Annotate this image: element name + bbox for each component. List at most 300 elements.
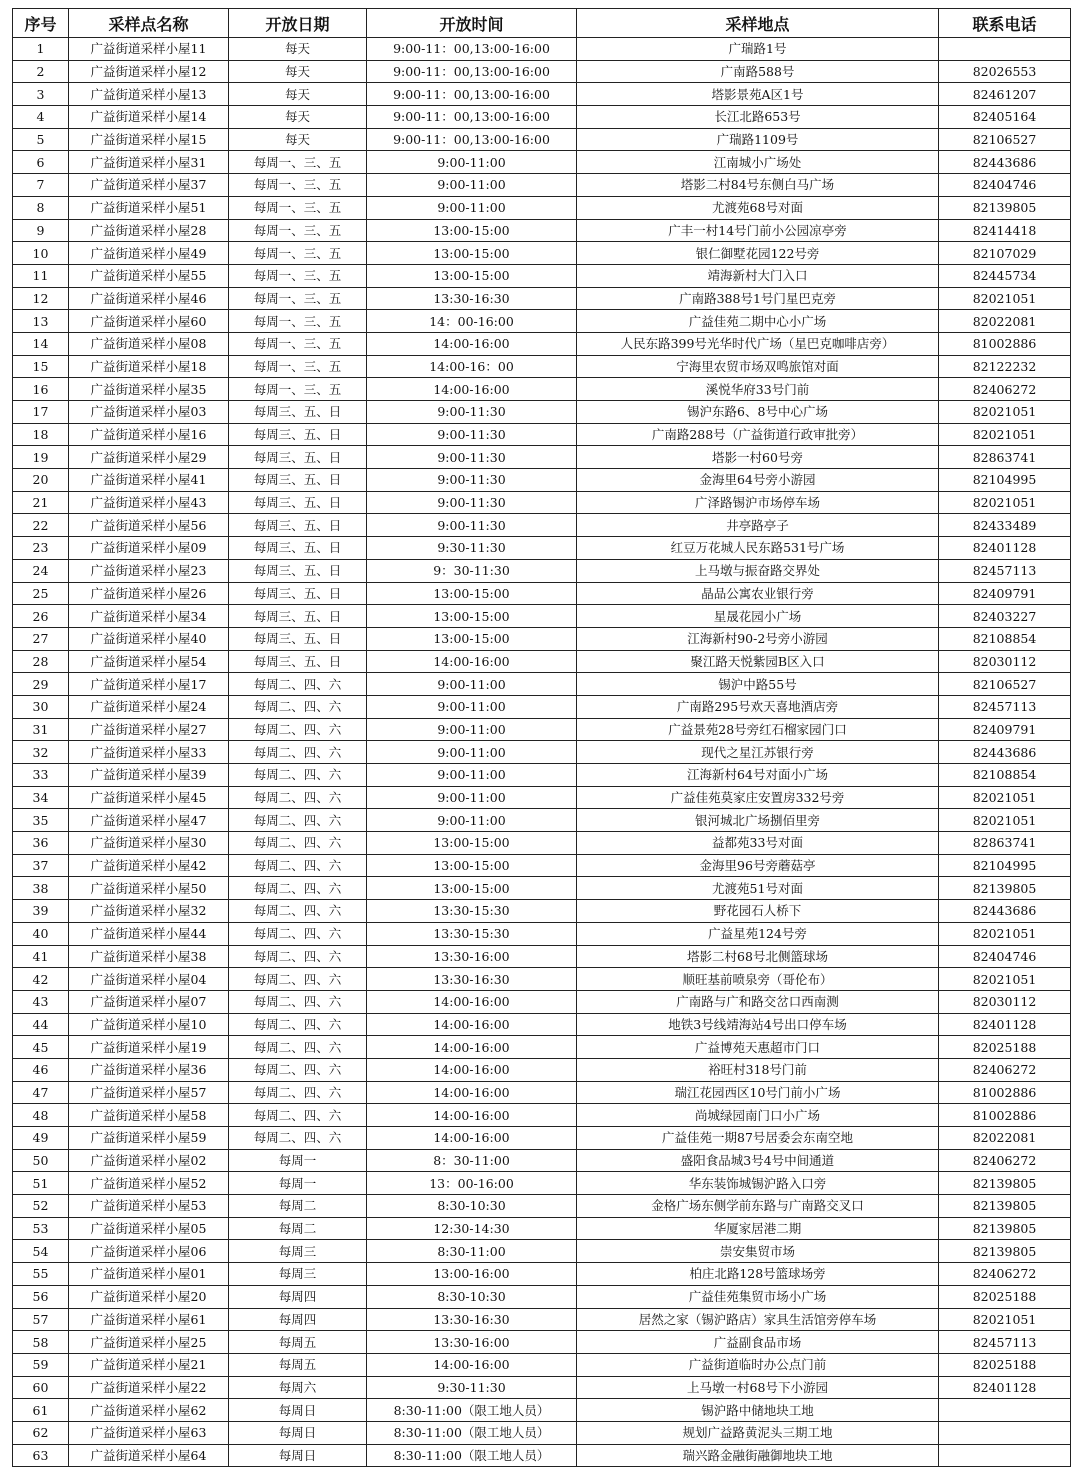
table-row (13, 922, 1071, 945)
cell-open-days: 每周三、五、日 (229, 423, 367, 446)
table-row (13, 514, 1071, 537)
cell-index: 2 (13, 60, 69, 83)
table-row (13, 1127, 1071, 1150)
table-row (13, 106, 1071, 129)
cell-open-hours: 13:00-15:00 (367, 832, 577, 855)
cell-site-name: 广益街道采样小屋61 (69, 1308, 229, 1331)
cell-open-hours: 9:00-11:00 (367, 718, 577, 741)
cell-index: 42 (13, 968, 69, 991)
cell-open-hours: 9:00-11:30 (367, 446, 577, 469)
cell-open-hours: 13:00-16:00 (367, 1263, 577, 1286)
cell-index: 39 (13, 900, 69, 923)
cell-site-name: 广益街道采样小屋45 (69, 786, 229, 809)
cell-open-days: 每周二、四、六 (229, 922, 367, 945)
cell-index: 33 (13, 764, 69, 787)
table-row (13, 627, 1071, 650)
cell-open-hours: 8:30-10:30 (367, 1285, 577, 1308)
cell-phone: 82022081 (939, 310, 1071, 333)
cell-site-name: 广益街道采样小屋63 (69, 1421, 229, 1444)
table-row (13, 786, 1071, 809)
cell-site-name: 广益街道采样小屋27 (69, 718, 229, 741)
table-row (13, 491, 1071, 514)
cell-phone (939, 1421, 1071, 1444)
cell-site-name: 广益街道采样小屋64 (69, 1444, 229, 1467)
table-row (13, 1444, 1071, 1467)
cell-open-hours: 13:00-15:00 (367, 582, 577, 605)
cell-open-hours: 9:00-11:00 (367, 764, 577, 787)
cell-phone: 82021051 (939, 423, 1071, 446)
cell-index: 38 (13, 877, 69, 900)
cell-phone: 82122232 (939, 355, 1071, 378)
table-row (13, 809, 1071, 832)
cell-site-name: 广益街道采样小屋18 (69, 355, 229, 378)
cell-phone: 82405164 (939, 106, 1071, 129)
cell-index: 27 (13, 627, 69, 650)
cell-open-days: 每周二、四、六 (229, 877, 367, 900)
cell-phone: 82406272 (939, 1058, 1071, 1081)
table-row (13, 446, 1071, 469)
cell-site-name: 广益街道采样小屋36 (69, 1058, 229, 1081)
cell-open-days: 每周三、五、日 (229, 514, 367, 537)
cell-index: 21 (13, 491, 69, 514)
cell-open-hours: 9:00-11:00 (367, 786, 577, 809)
cell-location: 广益星苑124号旁 (577, 922, 939, 945)
cell-phone: 82406272 (939, 1263, 1071, 1286)
table-body (13, 38, 1071, 1467)
cell-open-hours: 13:00-15:00 (367, 219, 577, 242)
cell-site-name: 广益街道采样小屋34 (69, 605, 229, 628)
cell-open-hours: 9:00-11:00 (367, 196, 577, 219)
cell-open-hours: 14:00-16:00 (367, 1127, 577, 1150)
table-row (13, 900, 1071, 923)
cell-site-name: 广益街道采样小屋52 (69, 1172, 229, 1195)
cell-site-name: 广益街道采样小屋49 (69, 242, 229, 265)
table-row (13, 128, 1071, 151)
cell-open-hours: 8:30-10:30 (367, 1195, 577, 1218)
sampling-schedule-table (12, 8, 1071, 1467)
cell-site-name: 广益街道采样小屋42 (69, 854, 229, 877)
cell-open-days: 每周一、三、五 (229, 219, 367, 242)
cell-open-hours: 13:00-15:00 (367, 264, 577, 287)
cell-index: 43 (13, 990, 69, 1013)
cell-open-days: 每周一 (229, 1172, 367, 1195)
table-row (13, 1331, 1071, 1354)
cell-open-hours: 13:30-16:30 (367, 968, 577, 991)
cell-location: 尚城绿园南门口小广场 (577, 1104, 939, 1127)
cell-open-hours: 9:00-11：00,13:00-16:00 (367, 83, 577, 106)
cell-phone (939, 38, 1071, 61)
table-row (13, 83, 1071, 106)
cell-phone: 82025188 (939, 1353, 1071, 1376)
cell-open-hours: 14:00-16:00 (367, 650, 577, 673)
cell-open-days: 每周二、四、六 (229, 832, 367, 855)
cell-phone: 82139805 (939, 1195, 1071, 1218)
cell-phone: 82863741 (939, 832, 1071, 855)
cell-location: 晶品公寓农业银行旁 (577, 582, 939, 605)
cell-phone: 82030112 (939, 650, 1071, 673)
cell-site-name: 广益街道采样小屋44 (69, 922, 229, 945)
cell-index: 11 (13, 264, 69, 287)
cell-site-name: 广益街道采样小屋13 (69, 83, 229, 106)
cell-open-days: 每周二、四、六 (229, 900, 367, 923)
cell-index: 62 (13, 1421, 69, 1444)
cell-location: 广瑞路1109号 (577, 128, 939, 151)
cell-phone: 82106527 (939, 673, 1071, 696)
cell-open-hours: 9:00-11:00 (367, 673, 577, 696)
cell-site-name: 广益街道采样小屋41 (69, 469, 229, 492)
cell-site-name: 广益街道采样小屋31 (69, 151, 229, 174)
table-row (13, 605, 1071, 628)
cell-open-hours: 14:00-16:00 (367, 378, 577, 401)
cell-index: 26 (13, 605, 69, 628)
cell-index: 53 (13, 1217, 69, 1240)
cell-location: 井亭路亭子 (577, 514, 939, 537)
cell-open-hours: 13:00-15:00 (367, 854, 577, 877)
cell-site-name: 广益街道采样小屋26 (69, 582, 229, 605)
cell-location: 裕旺村318号门前 (577, 1058, 939, 1081)
cell-site-name: 广益街道采样小屋46 (69, 287, 229, 310)
cell-phone: 82139805 (939, 196, 1071, 219)
cell-site-name: 广益街道采样小屋37 (69, 174, 229, 197)
cell-site-name: 广益街道采样小屋01 (69, 1263, 229, 1286)
cell-open-days: 每天 (229, 83, 367, 106)
cell-open-hours: 8:30-11:00（限工地人员） (367, 1399, 577, 1422)
table-row (13, 582, 1071, 605)
cell-index: 10 (13, 242, 69, 265)
cell-open-hours: 9:00-11:00 (367, 151, 577, 174)
cell-index: 58 (13, 1331, 69, 1354)
cell-index: 23 (13, 537, 69, 560)
cell-location: 溪悦华府33号门前 (577, 378, 939, 401)
cell-phone: 82443686 (939, 900, 1071, 923)
cell-location: 广益佳苑二期中心小广场 (577, 310, 939, 333)
cell-index: 35 (13, 809, 69, 832)
cell-index: 60 (13, 1376, 69, 1399)
cell-open-hours: 9:00-11:30 (367, 491, 577, 514)
cell-site-name: 广益街道采样小屋57 (69, 1081, 229, 1104)
table-row (13, 1172, 1071, 1195)
cell-open-days: 每周三、五、日 (229, 469, 367, 492)
cell-site-name: 广益街道采样小屋54 (69, 650, 229, 673)
cell-phone: 82414418 (939, 219, 1071, 242)
cell-index: 8 (13, 196, 69, 219)
cell-open-hours: 14:00-16:00 (367, 1104, 577, 1127)
cell-location: 靖海新村大门入口 (577, 264, 939, 287)
cell-phone: 82457113 (939, 1331, 1071, 1354)
table-row (13, 1081, 1071, 1104)
cell-open-hours: 13:30-16:30 (367, 287, 577, 310)
header-site-name: 采样点名称 (69, 9, 229, 38)
cell-open-days: 每周二、四、六 (229, 1104, 367, 1127)
cell-phone: 82404746 (939, 174, 1071, 197)
cell-index: 1 (13, 38, 69, 61)
cell-open-hours: 14:00-16:00 (367, 1353, 577, 1376)
table-row (13, 287, 1071, 310)
table-row (13, 332, 1071, 355)
cell-open-days: 每周五 (229, 1353, 367, 1376)
table-row (13, 1104, 1071, 1127)
cell-open-days: 每周三、五、日 (229, 582, 367, 605)
cell-site-name: 广益街道采样小屋14 (69, 106, 229, 129)
cell-site-name: 广益街道采样小屋30 (69, 832, 229, 855)
cell-phone: 81002886 (939, 1081, 1071, 1104)
cell-phone: 82108854 (939, 627, 1071, 650)
cell-site-name: 广益街道采样小屋15 (69, 128, 229, 151)
cell-phone: 82139805 (939, 1217, 1071, 1240)
cell-phone: 82409791 (939, 718, 1071, 741)
cell-open-days: 每周三、五、日 (229, 650, 367, 673)
cell-location: 广益佳苑一期87号居委会东南空地 (577, 1127, 939, 1150)
table-row (13, 1376, 1071, 1399)
cell-index: 40 (13, 922, 69, 945)
table-row (13, 355, 1071, 378)
table-row (13, 1308, 1071, 1331)
table-row (13, 1421, 1071, 1444)
cell-open-hours: 13:30-15:30 (367, 922, 577, 945)
cell-site-name: 广益街道采样小屋22 (69, 1376, 229, 1399)
table-row (13, 174, 1071, 197)
cell-open-hours: 9：30-11:30 (367, 559, 577, 582)
header-open-days: 开放日期 (229, 9, 367, 38)
cell-phone (939, 1399, 1071, 1422)
cell-location: 华厦家居港二期 (577, 1217, 939, 1240)
cell-index: 19 (13, 446, 69, 469)
cell-open-days: 每周一、三、五 (229, 196, 367, 219)
cell-open-hours: 14:00-16:00 (367, 990, 577, 1013)
cell-index: 51 (13, 1172, 69, 1195)
cell-site-name: 广益街道采样小屋12 (69, 60, 229, 83)
table-row (13, 1195, 1071, 1218)
cell-location: 广益景苑28号旁红石榴家园门口 (577, 718, 939, 741)
cell-open-days: 每周一、三、五 (229, 151, 367, 174)
cell-site-name: 广益街道采样小屋03 (69, 401, 229, 424)
cell-location: 金格广场东侧学前东路与广南路交叉口 (577, 1195, 939, 1218)
table-row (13, 264, 1071, 287)
cell-open-hours: 8:30-11:00（限工地人员） (367, 1421, 577, 1444)
cell-site-name: 广益街道采样小屋38 (69, 945, 229, 968)
cell-phone: 82022081 (939, 1127, 1071, 1150)
cell-site-name: 广益街道采样小屋56 (69, 514, 229, 537)
cell-index: 16 (13, 378, 69, 401)
cell-index: 3 (13, 83, 69, 106)
cell-location: 广益博苑天惠超市门口 (577, 1036, 939, 1059)
cell-site-name: 广益街道采样小屋05 (69, 1217, 229, 1240)
cell-open-hours: 13:30-16:00 (367, 945, 577, 968)
cell-location: 地铁3号线靖海站4号出口停车场 (577, 1013, 939, 1036)
cell-phone: 82443686 (939, 741, 1071, 764)
cell-phone: 82104995 (939, 854, 1071, 877)
cell-open-hours: 9:00-11：00,13:00-16:00 (367, 128, 577, 151)
cell-open-days: 每周三、五、日 (229, 446, 367, 469)
header-open-hours: 开放时间 (367, 9, 577, 38)
cell-index: 9 (13, 219, 69, 242)
cell-open-hours: 13:30-15:30 (367, 900, 577, 923)
cell-phone: 82104995 (939, 469, 1071, 492)
cell-index: 12 (13, 287, 69, 310)
cell-open-days: 每周二、四、六 (229, 718, 367, 741)
cell-phone: 82108854 (939, 764, 1071, 787)
cell-open-days: 每周日 (229, 1399, 367, 1422)
cell-open-hours: 14：00-16:00 (367, 310, 577, 333)
cell-phone: 82409791 (939, 582, 1071, 605)
table-row (13, 310, 1071, 333)
cell-site-name: 广益街道采样小屋59 (69, 1127, 229, 1150)
cell-open-days: 每天 (229, 106, 367, 129)
cell-index: 46 (13, 1058, 69, 1081)
cell-open-hours: 12:30-14:30 (367, 1217, 577, 1240)
cell-index: 22 (13, 514, 69, 537)
cell-index: 47 (13, 1081, 69, 1104)
header-phone: 联系电话 (939, 9, 1071, 38)
table-row (13, 1353, 1071, 1376)
cell-open-days: 每周四 (229, 1308, 367, 1331)
cell-open-hours: 13:30-16:30 (367, 1308, 577, 1331)
cell-site-name: 广益街道采样小屋24 (69, 695, 229, 718)
cell-location: 锡沪路中储地块工地 (577, 1399, 939, 1422)
cell-open-hours: 9:00-11:00 (367, 809, 577, 832)
cell-index: 4 (13, 106, 69, 129)
table-row (13, 38, 1071, 61)
cell-location: 广泽路锡沪市场停车场 (577, 491, 939, 514)
cell-index: 36 (13, 832, 69, 855)
cell-location: 尤渡苑68号对面 (577, 196, 939, 219)
cell-phone: 82030112 (939, 990, 1071, 1013)
table-row (13, 219, 1071, 242)
cell-open-days: 每周二、四、六 (229, 990, 367, 1013)
table-row (13, 650, 1071, 673)
cell-phone: 82433489 (939, 514, 1071, 537)
cell-phone: 82025188 (939, 1036, 1071, 1059)
table-row (13, 764, 1071, 787)
cell-location: 广瑞路1号 (577, 38, 939, 61)
cell-index: 49 (13, 1127, 69, 1150)
cell-index: 63 (13, 1444, 69, 1467)
cell-location: 广益佳苑莫家庄安置房332号旁 (577, 786, 939, 809)
table-row (13, 1149, 1071, 1172)
cell-open-hours: 14:00-16:00 (367, 332, 577, 355)
table-row (13, 877, 1071, 900)
cell-open-days: 每周五 (229, 1331, 367, 1354)
cell-location: 宁海里农贸市场双鸣旅馆对面 (577, 355, 939, 378)
table-row (13, 196, 1071, 219)
cell-open-days: 每周二、四、六 (229, 786, 367, 809)
cell-index: 41 (13, 945, 69, 968)
cell-open-hours: 13:00-15:00 (367, 605, 577, 628)
cell-open-days: 每周三、五、日 (229, 491, 367, 514)
cell-index: 13 (13, 310, 69, 333)
table-row (13, 945, 1071, 968)
cell-location: 崇安集贸市场 (577, 1240, 939, 1263)
cell-site-name: 广益街道采样小屋28 (69, 219, 229, 242)
cell-location: 广丰一村14号门前小公园凉亭旁 (577, 219, 939, 242)
table-row (13, 378, 1071, 401)
cell-open-hours: 13:00-15:00 (367, 242, 577, 265)
cell-index: 48 (13, 1104, 69, 1127)
cell-location: 星晟花园小广场 (577, 605, 939, 628)
table-row (13, 537, 1071, 560)
cell-location: 锡沪东路6、8号中心广场 (577, 401, 939, 424)
cell-open-hours: 9:00-11:00 (367, 174, 577, 197)
cell-index: 56 (13, 1285, 69, 1308)
cell-phone: 82026553 (939, 60, 1071, 83)
cell-open-hours: 9:00-11：00,13:00-16:00 (367, 60, 577, 83)
cell-site-name: 广益街道采样小屋33 (69, 741, 229, 764)
cell-open-days: 每周日 (229, 1444, 367, 1467)
table-row (13, 559, 1071, 582)
cell-location: 塔影景苑A区1号 (577, 83, 939, 106)
cell-open-days: 每周二 (229, 1195, 367, 1218)
cell-phone: 82863741 (939, 446, 1071, 469)
cell-open-days: 每周一、三、五 (229, 264, 367, 287)
cell-open-hours: 9:00-11：00,13:00-16:00 (367, 38, 577, 61)
cell-open-hours: 9:00-11:00 (367, 695, 577, 718)
cell-open-days: 每周三、五、日 (229, 605, 367, 628)
cell-open-days: 每周日 (229, 1421, 367, 1444)
cell-site-name: 广益街道采样小屋32 (69, 900, 229, 923)
cell-location: 江南城小广场处 (577, 151, 939, 174)
cell-index: 57 (13, 1308, 69, 1331)
cell-phone: 82021051 (939, 922, 1071, 945)
cell-location: 广南路288号（广益街道行政审批旁） (577, 423, 939, 446)
header-index: 序号 (13, 9, 69, 38)
cell-phone: 81002886 (939, 1104, 1071, 1127)
cell-open-hours: 14:00-16:00 (367, 1081, 577, 1104)
cell-site-name: 广益街道采样小屋60 (69, 310, 229, 333)
cell-site-name: 广益街道采样小屋10 (69, 1013, 229, 1036)
cell-index: 28 (13, 650, 69, 673)
cell-site-name: 广益街道采样小屋55 (69, 264, 229, 287)
cell-open-hours: 9:00-11:30 (367, 423, 577, 446)
cell-open-hours: 13:00-15:00 (367, 877, 577, 900)
cell-index: 17 (13, 401, 69, 424)
cell-index: 34 (13, 786, 69, 809)
cell-site-name: 广益街道采样小屋16 (69, 423, 229, 446)
cell-open-days: 每周三、五、日 (229, 627, 367, 650)
cell-location: 塔影二村84号东侧白马广场 (577, 174, 939, 197)
table-row (13, 469, 1071, 492)
cell-phone: 82139805 (939, 877, 1071, 900)
cell-site-name: 广益街道采样小屋19 (69, 1036, 229, 1059)
cell-site-name: 广益街道采样小屋09 (69, 537, 229, 560)
cell-site-name: 广益街道采样小屋25 (69, 1331, 229, 1354)
table-row (13, 741, 1071, 764)
table-row (13, 401, 1071, 424)
cell-open-days: 每周三 (229, 1240, 367, 1263)
cell-phone: 82461207 (939, 83, 1071, 106)
cell-location: 柏庄北路128号篮球场旁 (577, 1263, 939, 1286)
cell-site-name: 广益街道采样小屋43 (69, 491, 229, 514)
cell-open-hours: 13:00-15:00 (367, 627, 577, 650)
cell-phone: 82021051 (939, 809, 1071, 832)
cell-index: 29 (13, 673, 69, 696)
table-row (13, 60, 1071, 83)
cell-open-days: 每周三 (229, 1263, 367, 1286)
table-row (13, 1285, 1071, 1308)
cell-open-hours: 13:30-16:00 (367, 1331, 577, 1354)
table-row (13, 990, 1071, 1013)
table-row (13, 242, 1071, 265)
cell-site-name: 广益街道采样小屋40 (69, 627, 229, 650)
cell-index: 7 (13, 174, 69, 197)
cell-site-name: 广益街道采样小屋04 (69, 968, 229, 991)
cell-index: 44 (13, 1013, 69, 1036)
cell-index: 59 (13, 1353, 69, 1376)
cell-open-days: 每周六 (229, 1376, 367, 1399)
cell-index: 24 (13, 559, 69, 582)
cell-site-name: 广益街道采样小屋17 (69, 673, 229, 696)
cell-phone: 82457113 (939, 695, 1071, 718)
cell-phone: 82021051 (939, 491, 1071, 514)
